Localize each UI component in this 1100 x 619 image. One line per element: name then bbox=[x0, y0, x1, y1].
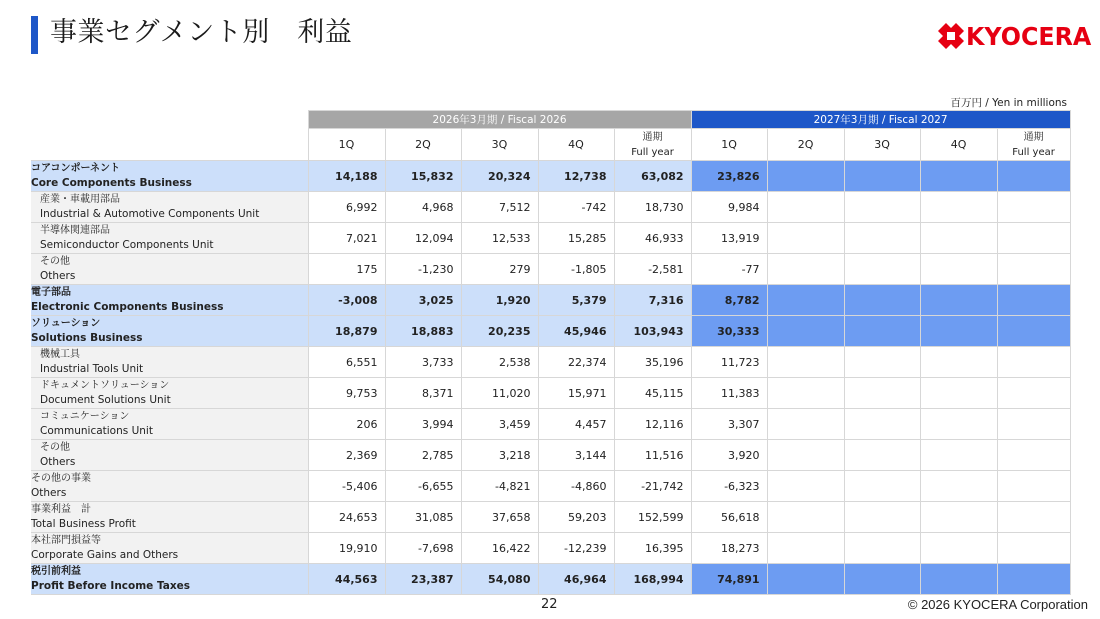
page-title: 事業セグメント別 利益 bbox=[50, 17, 353, 48]
value-cell bbox=[920, 440, 997, 471]
unit-label: 百万円 / Yen in millions bbox=[950, 97, 1067, 109]
row-label bbox=[31, 347, 308, 378]
row-label-en: Semiconductor Components Unit bbox=[40, 239, 214, 251]
value-cell: 35,196 bbox=[614, 347, 691, 378]
full-year-en: Full year bbox=[1012, 146, 1055, 158]
value-cell: 7,512 bbox=[461, 192, 538, 223]
value-cell: 103,943 bbox=[614, 316, 691, 347]
value-cell: 2,369 bbox=[308, 440, 385, 471]
row-label-jp: コアコンポーネント bbox=[31, 163, 120, 174]
header-blank bbox=[31, 129, 308, 161]
table-row bbox=[31, 409, 1070, 440]
value-cell: 5,379 bbox=[538, 285, 614, 316]
value-cell: 44,563 bbox=[308, 564, 385, 595]
value-cell: -5,406 bbox=[308, 471, 385, 502]
page-number: 22 bbox=[541, 597, 558, 612]
value-cell: 15,971 bbox=[538, 378, 614, 409]
value-cell bbox=[767, 564, 844, 595]
value-cell: -4,821 bbox=[461, 471, 538, 502]
table-row bbox=[31, 285, 1070, 316]
value-cell: 6,551 bbox=[308, 347, 385, 378]
value-cell: -77 bbox=[691, 254, 767, 285]
value-cell bbox=[997, 409, 1070, 440]
value-cell bbox=[767, 316, 844, 347]
value-cell: 11,383 bbox=[691, 378, 767, 409]
table-row bbox=[31, 533, 1070, 564]
value-cell: 12,116 bbox=[614, 409, 691, 440]
row-label-jp: 本社部門損益等 bbox=[31, 535, 101, 546]
value-cell: 3,920 bbox=[691, 440, 767, 471]
value-cell: -6,655 bbox=[385, 471, 461, 502]
table-row bbox=[31, 502, 1070, 533]
col-header-1q: 1Q bbox=[308, 129, 385, 161]
row-label-en: Industrial & Automotive Components Unit bbox=[40, 208, 260, 220]
value-cell bbox=[844, 533, 920, 564]
value-cell bbox=[920, 223, 997, 254]
value-cell bbox=[844, 471, 920, 502]
value-cell bbox=[997, 285, 1070, 316]
value-cell bbox=[767, 192, 844, 223]
value-cell bbox=[767, 254, 844, 285]
row-label bbox=[31, 409, 308, 440]
value-cell bbox=[844, 254, 920, 285]
value-cell: 74,891 bbox=[691, 564, 767, 595]
value-cell bbox=[920, 285, 997, 316]
kyocera-logo bbox=[938, 20, 1098, 52]
col-header-2q: 2Q bbox=[767, 129, 844, 161]
col-header-1q: 1Q bbox=[691, 129, 767, 161]
full-year-en: Full year bbox=[631, 146, 674, 158]
value-cell bbox=[997, 254, 1070, 285]
row-label-jp: ドキュメントソリューション bbox=[40, 380, 170, 391]
segment-profit-table bbox=[31, 110, 1071, 595]
value-cell: 16,422 bbox=[461, 533, 538, 564]
value-cell bbox=[920, 409, 997, 440]
value-cell: -21,742 bbox=[614, 471, 691, 502]
col-header-2q: 2Q bbox=[385, 129, 461, 161]
row-label-jp: その他 bbox=[40, 256, 70, 267]
value-cell bbox=[767, 533, 844, 564]
value-cell bbox=[767, 440, 844, 471]
value-cell: 175 bbox=[308, 254, 385, 285]
value-cell: 18,883 bbox=[385, 316, 461, 347]
value-cell bbox=[997, 440, 1070, 471]
value-cell: 11,020 bbox=[461, 378, 538, 409]
row-label-en: Document Solutions Unit bbox=[40, 394, 171, 406]
row-label-en: Electronic Components Business bbox=[31, 301, 224, 313]
value-cell bbox=[844, 378, 920, 409]
value-cell: -4,860 bbox=[538, 471, 614, 502]
table-row bbox=[31, 223, 1070, 254]
value-cell bbox=[767, 378, 844, 409]
col-header-3q: 3Q bbox=[844, 129, 920, 161]
value-cell bbox=[844, 440, 920, 471]
value-cell bbox=[844, 161, 920, 192]
value-cell bbox=[844, 564, 920, 595]
col-header-full-year bbox=[997, 129, 1070, 161]
value-cell: 20,235 bbox=[461, 316, 538, 347]
col-header-4q: 4Q bbox=[920, 129, 997, 161]
row-label bbox=[31, 471, 308, 502]
value-cell bbox=[997, 192, 1070, 223]
row-label bbox=[31, 192, 308, 223]
col-header-full-year bbox=[614, 129, 691, 161]
value-cell: 45,946 bbox=[538, 316, 614, 347]
row-label-jp: 事業利益 計 bbox=[31, 504, 91, 515]
value-cell bbox=[767, 161, 844, 192]
value-cell bbox=[997, 161, 1070, 192]
value-cell: 7,316 bbox=[614, 285, 691, 316]
value-cell: 9,984 bbox=[691, 192, 767, 223]
row-label bbox=[31, 378, 308, 409]
value-cell bbox=[997, 378, 1070, 409]
value-cell: 45,115 bbox=[614, 378, 691, 409]
value-cell: 12,094 bbox=[385, 223, 461, 254]
value-cell bbox=[920, 316, 997, 347]
row-label bbox=[31, 254, 308, 285]
row-label-jp: その他 bbox=[40, 442, 70, 453]
value-cell: 11,516 bbox=[614, 440, 691, 471]
value-cell bbox=[920, 533, 997, 564]
value-cell: 3,994 bbox=[385, 409, 461, 440]
value-cell: -6,323 bbox=[691, 471, 767, 502]
value-cell bbox=[844, 409, 920, 440]
col-header-4q: 4Q bbox=[538, 129, 614, 161]
value-cell bbox=[920, 347, 997, 378]
value-cell: 15,832 bbox=[385, 161, 461, 192]
value-cell: 206 bbox=[308, 409, 385, 440]
fiscal-2026-header: 2026年3月期 / Fiscal 2026 bbox=[308, 111, 691, 129]
row-label-en: Core Components Business bbox=[31, 177, 192, 189]
row-label-en: Others bbox=[31, 487, 67, 499]
value-cell bbox=[997, 533, 1070, 564]
row-label-jp: その他の事業 bbox=[31, 473, 91, 484]
value-cell: 12,738 bbox=[538, 161, 614, 192]
row-label-en: Others bbox=[40, 456, 76, 468]
value-cell bbox=[767, 285, 844, 316]
value-cell: 31,085 bbox=[385, 502, 461, 533]
table-row bbox=[31, 440, 1070, 471]
fiscal-2027-header: 2027年3月期 / Fiscal 2027 bbox=[691, 111, 1070, 129]
row-label-en: Solutions Business bbox=[31, 332, 143, 344]
value-cell: -7,698 bbox=[385, 533, 461, 564]
value-cell: 2,785 bbox=[385, 440, 461, 471]
table-row bbox=[31, 471, 1070, 502]
value-cell: 14,188 bbox=[308, 161, 385, 192]
value-cell: 13,919 bbox=[691, 223, 767, 254]
row-label-en: Profit Before Income Taxes bbox=[31, 580, 190, 592]
value-cell bbox=[844, 192, 920, 223]
value-cell: -742 bbox=[538, 192, 614, 223]
value-cell bbox=[997, 347, 1070, 378]
row-label-jp: ソリューション bbox=[31, 318, 101, 329]
value-cell: 9,753 bbox=[308, 378, 385, 409]
row-label-jp: 電子部品 bbox=[31, 287, 71, 298]
value-cell: 7,021 bbox=[308, 223, 385, 254]
value-cell: 1,920 bbox=[461, 285, 538, 316]
table-row bbox=[31, 378, 1070, 409]
table-row bbox=[31, 316, 1070, 347]
value-cell: 18,273 bbox=[691, 533, 767, 564]
value-cell bbox=[920, 378, 997, 409]
value-cell bbox=[920, 161, 997, 192]
value-cell: 23,826 bbox=[691, 161, 767, 192]
value-cell: -3,008 bbox=[308, 285, 385, 316]
value-cell bbox=[767, 502, 844, 533]
value-cell bbox=[920, 471, 997, 502]
value-cell: 19,910 bbox=[308, 533, 385, 564]
value-cell: 59,203 bbox=[538, 502, 614, 533]
value-cell: 3,307 bbox=[691, 409, 767, 440]
value-cell: 18,879 bbox=[308, 316, 385, 347]
row-label-en: Others bbox=[40, 270, 76, 282]
value-cell: 11,723 bbox=[691, 347, 767, 378]
value-cell: 24,653 bbox=[308, 502, 385, 533]
row-label bbox=[31, 161, 308, 192]
table-row bbox=[31, 564, 1070, 595]
value-cell: 16,395 bbox=[614, 533, 691, 564]
value-cell bbox=[997, 502, 1070, 533]
value-cell: 3,218 bbox=[461, 440, 538, 471]
value-cell: -1,805 bbox=[538, 254, 614, 285]
value-cell: 2,538 bbox=[461, 347, 538, 378]
value-cell: 18,730 bbox=[614, 192, 691, 223]
value-cell bbox=[844, 223, 920, 254]
value-cell: 20,324 bbox=[461, 161, 538, 192]
value-cell bbox=[920, 254, 997, 285]
value-cell: 63,082 bbox=[614, 161, 691, 192]
value-cell: 30,333 bbox=[691, 316, 767, 347]
value-cell: 3,459 bbox=[461, 409, 538, 440]
value-cell: -2,581 bbox=[614, 254, 691, 285]
row-label-jp: 機械工具 bbox=[40, 349, 80, 360]
value-cell: 8,371 bbox=[385, 378, 461, 409]
value-cell: 152,599 bbox=[614, 502, 691, 533]
value-cell bbox=[920, 502, 997, 533]
value-cell bbox=[844, 347, 920, 378]
value-cell: 168,994 bbox=[614, 564, 691, 595]
value-cell: 4,968 bbox=[385, 192, 461, 223]
row-label-jp: コミュニケーション bbox=[40, 411, 130, 422]
row-label bbox=[31, 316, 308, 347]
value-cell bbox=[844, 316, 920, 347]
value-cell: 3,733 bbox=[385, 347, 461, 378]
value-cell bbox=[997, 471, 1070, 502]
row-label bbox=[31, 502, 308, 533]
row-label-jp: 産業・車載用部品 bbox=[40, 194, 120, 205]
value-cell: 6,992 bbox=[308, 192, 385, 223]
row-label-en: Industrial Tools Unit bbox=[40, 363, 144, 375]
value-cell: 4,457 bbox=[538, 409, 614, 440]
value-cell: 46,933 bbox=[614, 223, 691, 254]
row-label bbox=[31, 564, 308, 595]
full-year-jp: 通期 bbox=[642, 131, 663, 143]
row-label bbox=[31, 533, 308, 564]
row-label-jp: 税引前利益 bbox=[31, 566, 81, 577]
col-header-3q: 3Q bbox=[461, 129, 538, 161]
value-cell: -12,239 bbox=[538, 533, 614, 564]
row-label bbox=[31, 440, 308, 471]
value-cell bbox=[767, 471, 844, 502]
full-year-jp: 通期 bbox=[1023, 131, 1044, 143]
logo-wordmark: KYOCERA bbox=[966, 21, 1092, 51]
value-cell: 56,618 bbox=[691, 502, 767, 533]
value-cell bbox=[997, 564, 1070, 595]
value-cell bbox=[767, 347, 844, 378]
value-cell bbox=[997, 316, 1070, 347]
row-label-en: Corporate Gains and Others bbox=[31, 549, 179, 561]
row-label-en: Total Business Profit bbox=[31, 518, 136, 530]
value-cell: 54,080 bbox=[461, 564, 538, 595]
title-accent-bar bbox=[31, 16, 38, 54]
value-cell bbox=[920, 192, 997, 223]
value-cell: 3,144 bbox=[538, 440, 614, 471]
value-cell: -1,230 bbox=[385, 254, 461, 285]
value-cell bbox=[844, 285, 920, 316]
value-cell: 46,964 bbox=[538, 564, 614, 595]
value-cell bbox=[920, 564, 997, 595]
table-row bbox=[31, 161, 1070, 192]
value-cell: 279 bbox=[461, 254, 538, 285]
value-cell bbox=[767, 409, 844, 440]
row-label-jp: 半導体関連部品 bbox=[40, 225, 110, 236]
copyright: © 2026 KYOCERA Corporation bbox=[907, 597, 1088, 612]
row-label-en: Communications Unit bbox=[40, 425, 153, 437]
table-row bbox=[31, 192, 1070, 223]
value-cell: 23,387 bbox=[385, 564, 461, 595]
value-cell: 15,285 bbox=[538, 223, 614, 254]
value-cell bbox=[767, 223, 844, 254]
value-cell bbox=[844, 502, 920, 533]
row-label bbox=[31, 285, 308, 316]
value-cell bbox=[997, 223, 1070, 254]
row-label bbox=[31, 223, 308, 254]
header-blank bbox=[31, 111, 308, 129]
table-row bbox=[31, 347, 1070, 378]
value-cell: 37,658 bbox=[461, 502, 538, 533]
value-cell: 8,782 bbox=[691, 285, 767, 316]
value-cell: 3,025 bbox=[385, 285, 461, 316]
value-cell: 22,374 bbox=[538, 347, 614, 378]
value-cell: 12,533 bbox=[461, 223, 538, 254]
kyocera-mark-icon bbox=[938, 23, 964, 49]
table-row bbox=[31, 254, 1070, 285]
